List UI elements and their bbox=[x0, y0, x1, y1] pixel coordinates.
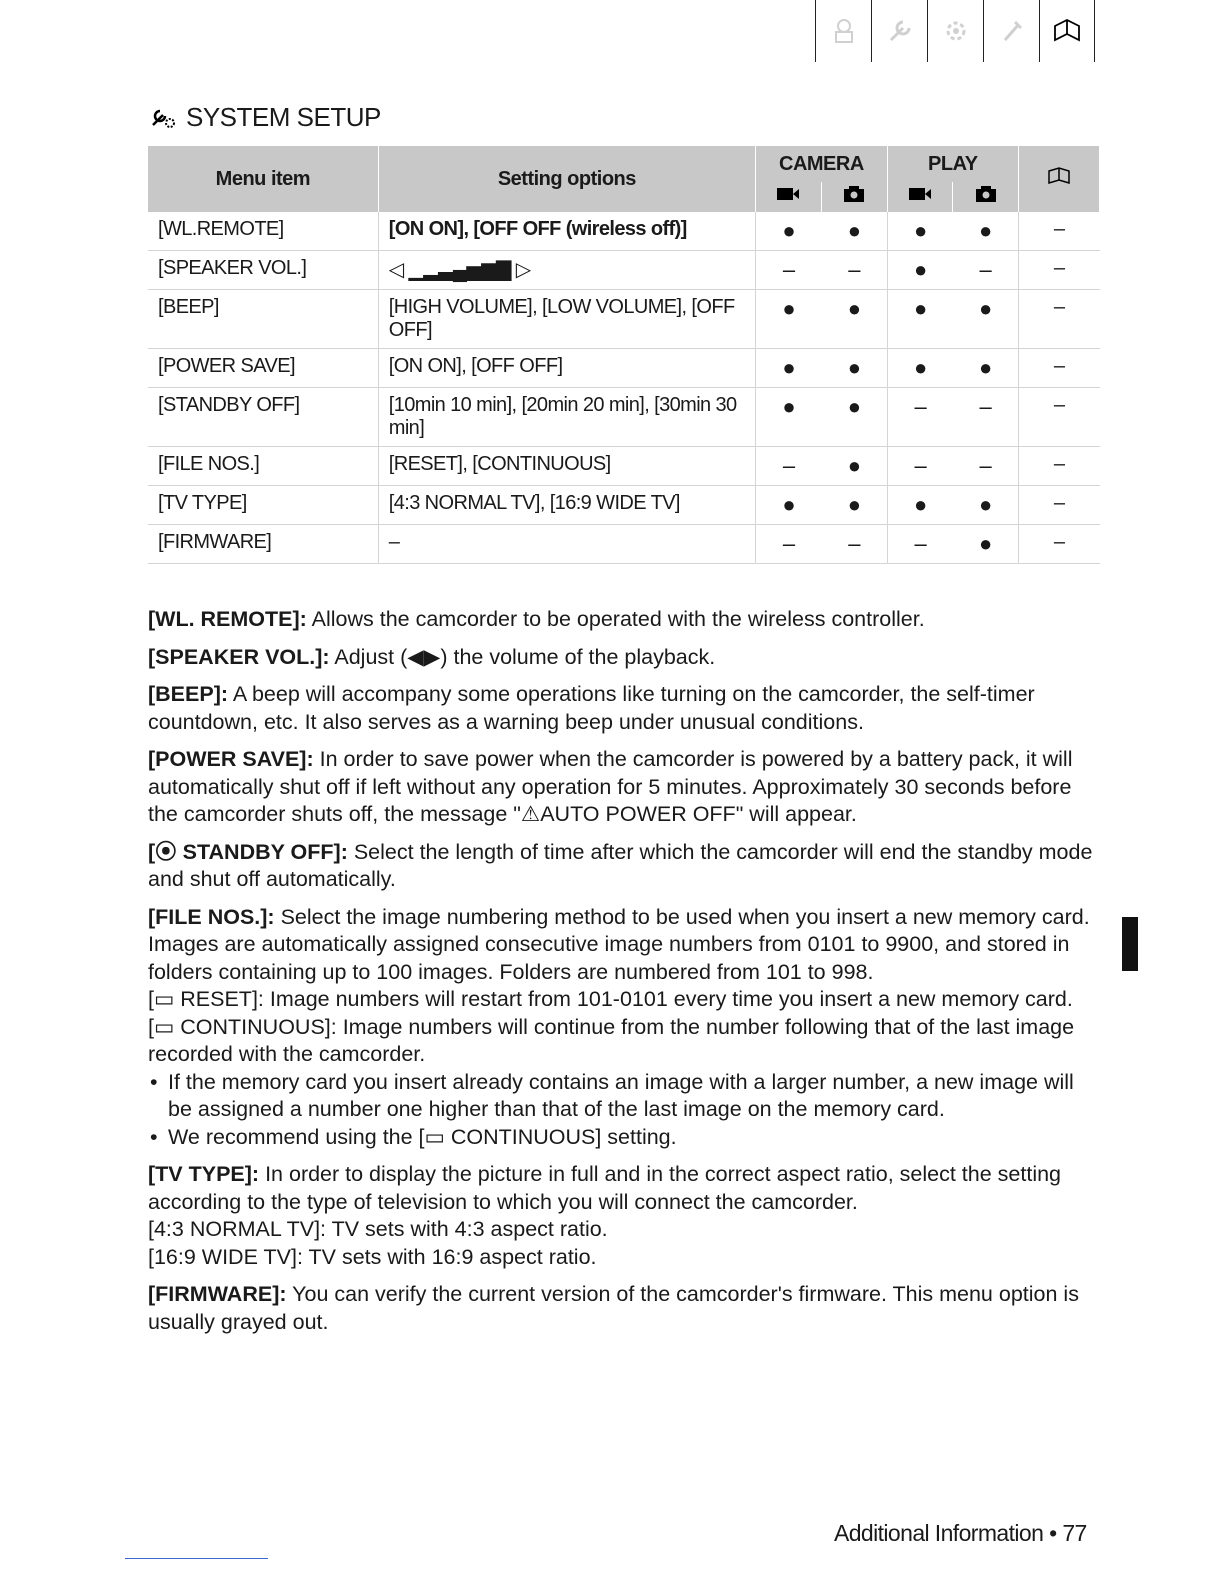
book-icon bbox=[1052, 16, 1082, 46]
desc-power-save bbox=[148, 746, 1098, 829]
footer-bullet: • bbox=[1049, 1520, 1057, 1546]
table-row bbox=[148, 290, 1100, 349]
table-row bbox=[148, 525, 1100, 564]
row-options: [ON ON], [OFF OFF] bbox=[378, 349, 755, 388]
desc-speaker-vol bbox=[148, 644, 1098, 672]
movie-icon bbox=[775, 185, 801, 203]
table-row bbox=[148, 251, 1100, 290]
col-header-camera-movie bbox=[755, 182, 821, 212]
term: [TV TYPE]: bbox=[148, 1162, 260, 1186]
row-options: [ON ON], [OFF OFF (wireless off)] bbox=[378, 212, 755, 251]
desc-file-nos bbox=[148, 904, 1098, 932]
desc-file-nos-continuous: [▭ CONTINUOUS]: Image numbers will continue from the number following that of the last image recorded with the camcorder. bbox=[148, 1014, 1075, 1066]
term: [WL. REMOTE]: bbox=[148, 607, 307, 631]
section-title: SYSTEM SETUP bbox=[186, 102, 381, 132]
row-item: [POWER SAVE] bbox=[148, 349, 378, 388]
row-item: [STANDBY OFF] bbox=[148, 388, 378, 447]
page-footer bbox=[834, 1520, 1087, 1547]
desc-text: You can verify the current version of the camcorder's firmware. This menu option is usually grayed out. bbox=[148, 1282, 1079, 1334]
mark-reference: – bbox=[1018, 349, 1099, 388]
tab-settings[interactable] bbox=[927, 0, 983, 62]
mark-play-movie: ● bbox=[887, 349, 953, 388]
term: [BEEP]: bbox=[148, 682, 229, 706]
desc-standby-off bbox=[148, 839, 1098, 894]
tab-reference[interactable] bbox=[1039, 0, 1095, 62]
mark-play-movie: ● bbox=[887, 251, 953, 290]
mark-play-movie: – bbox=[887, 525, 953, 564]
mark-camera-movie: ● bbox=[755, 212, 821, 251]
row-options: [HIGH VOLUME], [LOW VOLUME], [OFF OFF] bbox=[378, 290, 755, 349]
term: [POWER SAVE]: bbox=[148, 747, 314, 771]
pencil-icon bbox=[997, 16, 1027, 46]
camcorder-icon bbox=[829, 16, 859, 46]
col-header-reference bbox=[1018, 146, 1099, 212]
chapter-edge-marker bbox=[1122, 917, 1138, 971]
mark-play-photo: – bbox=[953, 388, 1018, 447]
list-item: • We recommend using the [▭ CONTINUOUS] setting. bbox=[168, 1124, 1098, 1152]
desc-file-nos-reset: [▭ RESET]: Image numbers will restart from 101-0101 every time you insert a new memory card. bbox=[148, 987, 1073, 1011]
descriptions bbox=[148, 606, 1098, 1346]
desc-firmware bbox=[148, 1281, 1098, 1336]
desc-text: Allows the camcorder to be operated with the wireless controller. bbox=[311, 607, 925, 631]
section-heading bbox=[150, 102, 381, 133]
mark-reference: – bbox=[1018, 447, 1099, 486]
mark-camera-photo: ● bbox=[821, 486, 887, 525]
tab-camcorder[interactable] bbox=[815, 0, 871, 62]
desc-file-nos-notes bbox=[148, 1069, 1098, 1152]
col-header-play-movie bbox=[887, 182, 953, 212]
mark-camera-photo: ● bbox=[821, 447, 887, 486]
row-options: – bbox=[378, 525, 755, 564]
row-item: [WL.REMOTE] bbox=[148, 212, 378, 251]
mark-camera-movie: ● bbox=[755, 290, 821, 349]
col-header-camera: CAMERA bbox=[755, 146, 887, 182]
mark-reference: – bbox=[1018, 212, 1099, 251]
row-options: [10min 10 min], [20min 20 min], [30min 30 min] bbox=[378, 388, 755, 447]
mark-camera-photo: – bbox=[821, 251, 887, 290]
mark-play-photo: – bbox=[953, 447, 1018, 486]
term: [FILE NOS.]: bbox=[148, 904, 275, 929]
mark-play-photo: ● bbox=[953, 212, 1018, 251]
mark-camera-photo: – bbox=[821, 525, 887, 564]
system-setup-icon bbox=[150, 105, 178, 131]
photo-icon bbox=[974, 185, 998, 203]
mark-play-movie: ● bbox=[887, 212, 953, 251]
mark-play-movie: ● bbox=[887, 290, 953, 349]
row-item: [SPEAKER VOL.] bbox=[148, 251, 378, 290]
mark-play-photo: ● bbox=[953, 290, 1018, 349]
mark-camera-movie: ● bbox=[755, 388, 821, 447]
col-header-camera-photo bbox=[821, 182, 887, 212]
mark-play-photo: – bbox=[953, 251, 1018, 290]
row-item: [FILE NOS.] bbox=[148, 447, 378, 486]
book-icon bbox=[1047, 167, 1071, 185]
photo-icon bbox=[842, 185, 866, 203]
desc-tv-type bbox=[148, 1161, 1098, 1216]
desc-text: Select the image numbering method to be used when you insert a new memory card. bbox=[280, 904, 1090, 929]
desc-tv-type-wide: [16:9 WIDE TV]: TV sets with 16:9 aspect ratio. bbox=[148, 1244, 597, 1269]
mark-reference: – bbox=[1018, 251, 1099, 290]
tab-setup[interactable] bbox=[871, 0, 927, 62]
mark-camera-movie: ● bbox=[755, 486, 821, 525]
table-row bbox=[148, 388, 1100, 447]
settings-table bbox=[148, 146, 1100, 564]
table-row bbox=[148, 349, 1100, 388]
row-item: [TV TYPE] bbox=[148, 486, 378, 525]
row-options: [4:3 NORMAL TV], [16:9 WIDE TV] bbox=[378, 486, 755, 525]
table-row bbox=[148, 212, 1100, 251]
mark-play-movie: – bbox=[887, 388, 953, 447]
term: [SPEAKER VOL.]: bbox=[148, 644, 330, 669]
col-header-play: PLAY bbox=[887, 146, 1018, 182]
desc-text: A beep will accompany some operations like turning on the camcorder, the self-timer countdown, etc. It also serves as a warning beep under unusual conditions. bbox=[148, 682, 1035, 734]
desc-beep bbox=[148, 681, 1098, 736]
tab-edit[interactable] bbox=[983, 0, 1039, 62]
row-item: [FIRMWARE] bbox=[148, 525, 378, 564]
col-header-play-photo bbox=[953, 182, 1018, 212]
gear-icon bbox=[941, 16, 971, 46]
mark-play-movie: ● bbox=[887, 486, 953, 525]
mark-play-movie: – bbox=[887, 447, 953, 486]
table-row bbox=[148, 486, 1100, 525]
mark-camera-movie: – bbox=[755, 447, 821, 486]
desc-text: Select the length of time after which the camcorder will end the standby mode and shut off automatically. bbox=[148, 839, 1093, 891]
desc-tv-type-normal: [4:3 NORMAL TV]: TV sets with 4:3 aspect ratio. bbox=[148, 1217, 608, 1241]
mark-camera-photo: ● bbox=[821, 212, 887, 251]
mark-camera-photo: ● bbox=[821, 388, 887, 447]
mark-reference: – bbox=[1018, 525, 1099, 564]
mark-camera-movie: ● bbox=[755, 349, 821, 388]
mark-reference: – bbox=[1018, 290, 1099, 349]
desc-text: In order to display the picture in full and in the correct aspect ratio, select the setting according to the type of television to which you will connect the camcorder. bbox=[148, 1162, 1062, 1214]
list-item: • If the memory card you insert already contains an image with a larger number, a new image will be assigned a number one higher than that of the last image on the memory card. bbox=[168, 1069, 1098, 1124]
row-options: ◁ ▁▂▃▄▅▆▇ ▷ bbox=[378, 251, 755, 290]
mark-camera-movie: – bbox=[755, 251, 821, 290]
page-number: 77 bbox=[1062, 1520, 1087, 1546]
table-row bbox=[148, 447, 1100, 486]
mark-camera-movie: – bbox=[755, 525, 821, 564]
wrench-icon bbox=[885, 16, 915, 46]
col-header-menu-item: Menu item bbox=[148, 146, 378, 212]
row-item: [BEEP] bbox=[148, 290, 378, 349]
col-header-setting-options: Setting options bbox=[378, 146, 755, 212]
mark-play-photo: ● bbox=[953, 486, 1018, 525]
mark-play-photo: ● bbox=[953, 525, 1018, 564]
mark-reference: – bbox=[1018, 486, 1099, 525]
desc-file-nos-p2: Images are automatically assigned consecutive image numbers from 0101 to 9900, and stored in folders containing up to 100 images. Folders are numbered from 101 to 998. bbox=[148, 932, 1070, 984]
mark-camera-photo: ● bbox=[821, 290, 887, 349]
mark-reference: – bbox=[1018, 388, 1099, 447]
mark-camera-photo: ● bbox=[821, 349, 887, 388]
footer-section: Additional Information bbox=[834, 1520, 1044, 1546]
term: [⦿ STANDBY OFF]: bbox=[148, 839, 348, 864]
desc-wl-remote bbox=[148, 606, 1098, 634]
desc-text: Adjust (◀▶) the volume of the playback. bbox=[334, 644, 716, 669]
row-options: [RESET], [CONTINUOUS] bbox=[378, 447, 755, 486]
desc-text: In order to save power when the camcorder is powered by a battery pack, it will automatically shut off if left without any operation for 5 minutes. Approximately 30 seconds before the camcorder shuts off, the message "⚠AUTO POWER OFF" will appear. bbox=[148, 747, 1073, 826]
mark-play-photo: ● bbox=[953, 349, 1018, 388]
section-tabs bbox=[815, 0, 1095, 62]
footer-rule bbox=[125, 1558, 268, 1559]
movie-icon bbox=[907, 185, 933, 203]
term: [FIRMWARE]: bbox=[148, 1282, 287, 1306]
